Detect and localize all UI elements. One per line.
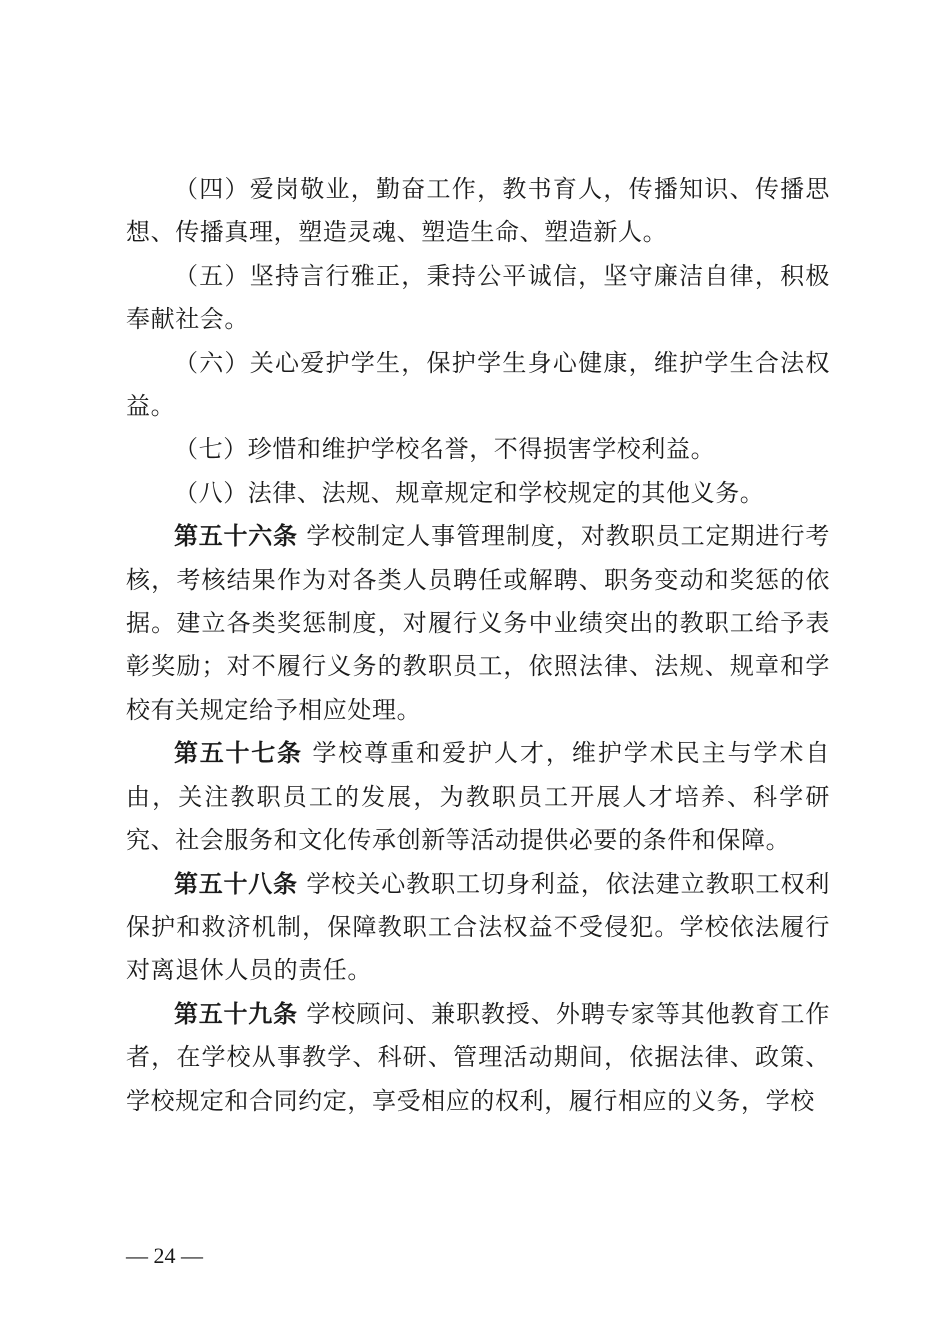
article-body: 学校顾问、兼职教授、外聘专家等其他教育工作者，在学校从事教学、科研、管理活动期间，依据法律、政策、学校规定和合同约定，享受相应的权利，履行相应的义务，学校 <box>126 999 831 1115</box>
article-58 <box>126 863 830 993</box>
article-title: 第五十七条 <box>174 739 303 768</box>
list-item-6: （六）关心爱护学生，保护学生身心健康，维护学生合法权益。 <box>126 348 830 421</box>
article-57 <box>126 732 830 862</box>
list-item-8: （八）法律、法规、规章规定和学校规定的其他义务。 <box>174 478 765 507</box>
list-item-4: （四）爱岗敬业，勤奋工作，教书育人，传播知识、传播思想、传播真理，塑造灵魂、塑造生命、塑造新人。 <box>126 175 830 247</box>
article-title: 第五十六条 <box>174 522 298 551</box>
page-number: — 24 — <box>126 1243 203 1268</box>
article-59 <box>126 993 830 1123</box>
article-body: 学校制定人事管理制度，对教职员工定期进行考核，考核结果作为对各类人员聘任或解聘、职务变动和奖惩的依据。建立各类奖惩制度，对履行义务中业绩突出的教职工给予表彰奖励；对不履行义务的教职员工，依照法律、法规、规章和学校有关规定给予相应处理。 <box>126 522 831 724</box>
article-title: 第五十八条 <box>174 869 298 898</box>
document-body <box>126 168 830 1123</box>
article-body: 学校关心教职工切身利益，依法建立教职工权利保护和救济机制，保障教职工合法权益不受侵犯。学校依法履行对离退休人员的责任。 <box>126 869 831 985</box>
article-title: 第五十九条 <box>174 999 298 1028</box>
article-56 <box>126 515 830 732</box>
list-item-5: （五）坚持言行雅正，秉持公平诚信，坚守廉洁自律，积极奉献社会。 <box>126 261 830 334</box>
article-body: 学校尊重和爱护人才，维护学术民主与学术自由，关注教职员工的发展，为教职员工开展人才培养、科学研究、社会服务和文化传承创新等活动提供必要的条件和保障。 <box>126 739 831 855</box>
list-item-7: （七）珍惜和维护学校名誉，不得损害学校利益。 <box>174 435 716 464</box>
